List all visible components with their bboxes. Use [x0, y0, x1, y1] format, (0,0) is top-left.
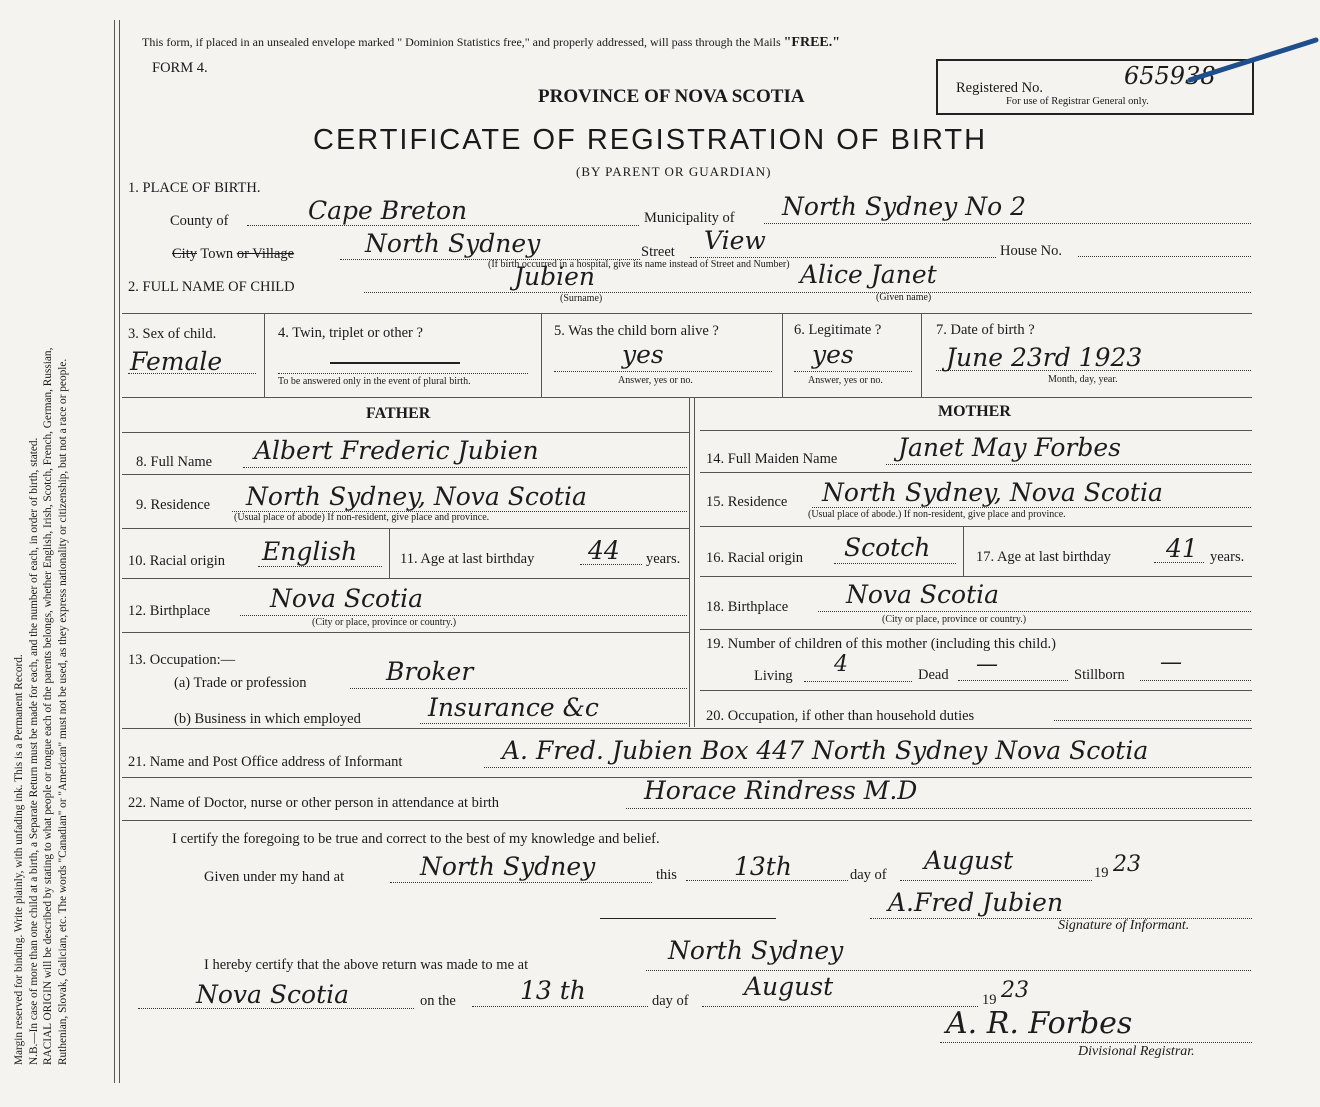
certificate-subtitle: (BY PARENT OR GUARDIAN) — [576, 164, 772, 179]
father-birthplace-value: Nova Scotia — [270, 584, 424, 613]
cert-day-value: 13th — [734, 852, 792, 881]
dob-label: 7. Date of birth ? — [936, 322, 1035, 338]
dob-value: June 23rd 1923 — [946, 343, 1143, 372]
certify-statement: I certify the foregoing to be true and correct to the best of my knowledge and belief. — [172, 831, 660, 847]
mother-age-label: 17. Age at last birthday — [976, 549, 1111, 565]
mother-residence-value: North Sydney, Nova Scotia — [822, 478, 1163, 507]
form-number: FORM 4. — [152, 60, 208, 76]
given-note: (Given name) — [876, 292, 932, 303]
father-business-value: Insurance &c — [428, 693, 599, 722]
margin-line-1: Margin reserved for binding. Write plainly, with unfading ink. This is a Permanent Record. — [13, 654, 25, 1065]
father-age-unit: years. — [646, 551, 681, 567]
cert-month-value: August — [924, 846, 1014, 875]
registered-label: Registered No. — [956, 80, 1043, 96]
mother-race-value: Scotch — [844, 533, 931, 562]
surname-note: (Surname) — [560, 293, 603, 304]
mail-notice: This form, if placed in an unsealed envelope marked " Dominion Statistics free," and properly addressed, will pass through the Mails "FREE." — [142, 35, 841, 50]
mother-children-label: 19. Number of children of this mother (including this child.) — [706, 636, 1056, 652]
legitimate-note: Answer, yes or no. — [808, 375, 883, 386]
stillborn-value: — — [1160, 650, 1182, 675]
father-birthplace-note: (City or place, province or country.) — [312, 617, 457, 628]
mother-name-value: Janet May Forbes — [898, 433, 1121, 462]
registrar-year-prefix: 19 — [982, 992, 997, 1008]
street-label: Street — [641, 244, 675, 260]
sex-value: Female — [130, 347, 223, 376]
legitimate-value: yes — [812, 340, 854, 369]
mother-race-label: 16. Racial origin — [706, 550, 804, 566]
father-age-value: 44 — [588, 536, 620, 565]
hospital-note: (If birth occurred in a hospital, give its name instead of Street and Number) — [488, 259, 790, 270]
twin-label: 4. Twin, triplet or other ? — [278, 325, 423, 341]
father-heading: FATHER — [366, 405, 431, 422]
mother-birthplace-value: Nova Scotia — [846, 580, 1000, 609]
cert-year-value: 23 — [1113, 852, 1141, 877]
registrar-place-line1: North Sydney — [668, 936, 844, 965]
house-label: House No. — [1000, 243, 1063, 259]
father-residence-note: (Usual place of abode) If non-resident, give place and province. — [234, 512, 490, 523]
binding-line — [119, 20, 120, 1083]
living-label: Living — [754, 668, 793, 684]
child-surname: Jubien — [514, 262, 596, 291]
dob-note: Month, day, year. — [1048, 374, 1118, 385]
registrar-caption: Divisional Registrar. — [1078, 1044, 1195, 1059]
registrar-month-value: August — [744, 972, 834, 1001]
twin-note: To be answered only in the event of plural birth. — [278, 376, 471, 387]
child-given-name: Alice Janet — [800, 260, 937, 289]
certificate-title: CERTIFICATE OF REGISTRATION OF BIRTH — [313, 124, 988, 156]
alive-value: yes — [622, 340, 664, 369]
sex-label: 3. Sex of child. — [128, 326, 217, 342]
margin-line-2: N.B.—In case of more than one child at a birth, a Separate Return must be made for each, and the number of each, in order of birth, stated. — [27, 437, 40, 1065]
informant-signature-caption: Signature of Informant. — [1058, 918, 1190, 933]
street-value: View — [704, 226, 766, 255]
registrar-place-line2: Nova Scotia — [196, 980, 350, 1009]
cert-year-prefix: 19 — [1094, 865, 1109, 881]
on-the-label: on the — [420, 993, 456, 1009]
dead-value: — — [976, 652, 998, 677]
mother-age-unit: years. — [1210, 549, 1245, 565]
father-race-label: 10. Racial origin — [128, 553, 226, 569]
father-trade-value: Broker — [386, 657, 474, 686]
mother-residence-note: (Usual place of abode.) If non-resident, give place and province. — [808, 509, 1066, 520]
registrar-year-value: 23 — [1001, 978, 1029, 1003]
binding-line — [114, 20, 115, 1083]
place-heading: 1. PLACE OF BIRTH. — [128, 180, 261, 196]
dead-label: Dead — [918, 667, 949, 683]
twin-dash — [330, 362, 460, 364]
legitimate-label: 6. Legitimate ? — [794, 322, 882, 338]
father-name-label: 8. Full Name — [136, 454, 213, 470]
mother-birthplace-note: (City or place, province or country.) — [882, 614, 1027, 625]
mother-name-label: 14. Full Maiden Name — [706, 451, 838, 467]
informant-signature: A.Fred Jubien — [888, 888, 1064, 917]
father-birthplace-label: 12. Birthplace — [128, 603, 211, 619]
registrar-signature: A. R. Forbes — [946, 1006, 1133, 1041]
father-age-label: 11. Age at last birthday — [400, 551, 535, 567]
mother-age-value: 41 — [1166, 534, 1198, 563]
county-label: County of — [170, 213, 229, 229]
county-value: Cape Breton — [308, 196, 468, 225]
margin-line-4: Ruthenian, Slovak, Galician, etc. The words "Canadian" or "American" must not be used, as they express nationality or citizenship, but not a race or people. — [56, 358, 69, 1065]
municipality-value: North Sydney No 2 — [782, 192, 1026, 221]
town-label: City Town or Village — [172, 246, 295, 262]
town-value: North Sydney — [365, 229, 541, 258]
registered-note: For use of Registrar General only. — [1006, 96, 1149, 107]
margin-instructions — [12, 15, 70, 1065]
given-under-label: Given under my hand at — [204, 869, 345, 885]
father-occupation-label: 13. Occupation:— — [128, 652, 236, 668]
father-residence-value: North Sydney, Nova Scotia — [246, 482, 587, 511]
municipality-label: Municipality of — [644, 210, 735, 226]
mother-residence-label: 15. Residence — [706, 494, 788, 510]
registrar-day-of-label: day of — [652, 993, 689, 1009]
mother-heading: MOTHER — [938, 403, 1011, 420]
father-business-label: (b) Business in which employed — [174, 711, 361, 727]
registered-number: 655938 — [1124, 62, 1216, 90]
father-name-value: Albert Frederic Jubien — [254, 436, 539, 465]
this-label: this — [656, 867, 677, 883]
province-heading: PROVINCE OF NOVA SCOTIA — [538, 86, 805, 107]
mother-occupation-label: 20. Occupation, if other than household duties — [706, 708, 975, 724]
father-race-value: English — [262, 537, 358, 566]
informant-label: 21. Name and Post Office address of Informant — [128, 754, 403, 770]
alive-note: Answer, yes or no. — [618, 375, 693, 386]
informant-value: A. Fred. Jubien Box 447 North Sydney Nova Scotia — [502, 736, 1149, 765]
alive-label: 5. Was the child born alive ? — [554, 323, 719, 339]
father-trade-label: (a) Trade or profession — [174, 675, 307, 691]
stillborn-label: Stillborn — [1074, 667, 1125, 683]
margin-line-3: RACIAL ORIGIN will be described by stating to what people or tongue each of the parents belongs, whether English, Irish, Scotch, French, German, Russian, — [42, 347, 55, 1065]
given-place-value: North Sydney — [420, 852, 596, 881]
father-residence-label: 9. Residence — [136, 497, 211, 513]
cert-day-of-label: day of — [850, 867, 887, 883]
registrar-statement: I hereby certify that the above return was made to me at — [204, 957, 529, 973]
pen-mark-icon — [1186, 36, 1320, 86]
doctor-value: Horace Rindress M.D — [644, 776, 918, 805]
mother-birthplace-label: 18. Birthplace — [706, 599, 789, 615]
doctor-label: 22. Name of Doctor, nurse or other person in attendance at birth — [128, 795, 500, 811]
registrar-day-value: 13 th — [520, 976, 586, 1005]
child-name-label: 2. FULL NAME OF CHILD — [128, 279, 295, 295]
living-value: 4 — [834, 652, 848, 677]
